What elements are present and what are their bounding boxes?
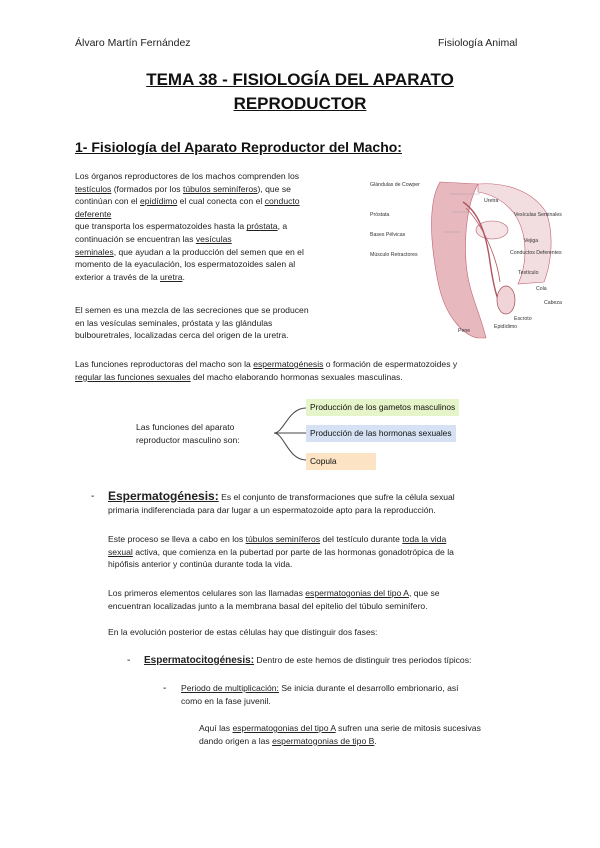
figure-label: Glándulas de Cowper [370, 182, 420, 188]
semen-paragraph: El semen es una mezcla de las secreciones que se producen en las vesículas seminales, próstata y las glándulas bulbouretrales, localizadas cerca del origen de la uretra. [75, 305, 309, 341]
figure-label: Conductos Deferentes [510, 250, 562, 256]
espermatogenesis-heading: Espermatogénesis: [108, 489, 219, 503]
anatomy-figure [368, 172, 562, 340]
figure-label: Cola [536, 286, 547, 292]
multiplicacion-paragraph: Periodo de multiplicación: Se inicia durante el desarrollo embrionario, así como en la fase juvenil. [181, 683, 459, 706]
bullet-multiplicacion: - [163, 683, 167, 694]
function-box-gametos: Producción de los gametos masculinos [306, 399, 459, 416]
espermatocitogenesis-heading: Espermatocitogénesis: [144, 655, 255, 666]
section-heading: 1- Fisiología del Aparato Reproductor del Macho: [75, 139, 402, 155]
title-line1: TEMA 38 - FISIOLOGÍA DEL APARATO [146, 70, 454, 89]
figure-label: Escroto [514, 316, 532, 322]
title-line2: REPRODUCTOR [233, 94, 367, 113]
figure-label: Músculo Retractores [370, 252, 418, 258]
multiplicacion-p2: Aquí las espermatogonias del tipo A sufren una serie de mitosis sucesivas dando origen a las espermatogonias de tipo B. [199, 723, 481, 746]
figure-label: Próstata [370, 212, 390, 218]
figure-label: Bases Pélvicas [370, 232, 406, 238]
figure-label: Pene [458, 328, 471, 334]
page-title [0, 68, 600, 116]
espermatogenesis-definition: Espermatogénesis: Es el conjunto de transformaciones que sufre la célula sexual primaria indiferenciada para dar lugar a un espermatozoide apto para la reproducción. [108, 489, 455, 515]
bullet-espermatocitogenesis: - [127, 655, 131, 666]
intro-paragraph: Los órganos reproductores de los machos comprenden los testículos (formados por los túbulos seminíferos), que se continúan con el epidídimo el cual conecta con el conducto deferente que transporta los espermatozoides hasta la próstata, a continuación se encuentran las vesículas seminales, que ayudan a la producción del semen que en el momento de la eyaculación, los espermatozoides salen al exterior a través de la uretra. [75, 171, 304, 282]
figure-label: Epidídimo [494, 324, 518, 330]
diagram-bracket [270, 400, 310, 470]
diagram-label: Las funciones del aparato reproductor masculino son: [136, 422, 240, 445]
espermatocitogenesis-line: Espermatocitogénesis: Dentro de este hemos de distinguir tres periodos típicos: [144, 655, 472, 666]
figure-label: Vejiga [524, 238, 539, 244]
functions-paragraph: Las funciones reproductoras del macho son la espermatogénesis o formación de espermatozoides y regular las funciones sexuales del macho elaborando hormonas sexuales masculinas. [75, 359, 458, 382]
bullet-espermatogenesis: - [91, 491, 95, 502]
header-subject: Fisiología Animal [438, 37, 518, 49]
figure-label: Vesículas Seminales [514, 212, 562, 218]
function-box-copula: Copula [306, 453, 376, 470]
header-author: Álvaro Martín Fernández [75, 37, 191, 49]
multiplicacion-heading: Periodo de multiplicación: [181, 683, 279, 693]
function-box-hormonas: Producción de las hormonas sexuales [306, 425, 456, 442]
espermatogenesis-p1: Este proceso se lleva a cabo en los túbulos seminíferos del testículo durante toda la vida sexual activa, que comienza en la pubertad por parte de las hormonas gonadotrópica de la hipófisis anterior y continúa durante toda la vida. [108, 534, 454, 570]
figure-label: Uretra [484, 198, 499, 204]
espermatogenesis-p2: Los primeros elementos celulares son las llamadas espermatogonias del tipo A, que se encuentran localizadas junto a la membrana basal del epitelio del túbulo seminífero. [108, 588, 440, 611]
figure-label: Testículo [518, 270, 539, 276]
figure-label: Cabeza [544, 300, 562, 306]
espermatogenesis-p3: En la evolución posterior de estas células hay que distinguir dos fases: [108, 627, 378, 637]
